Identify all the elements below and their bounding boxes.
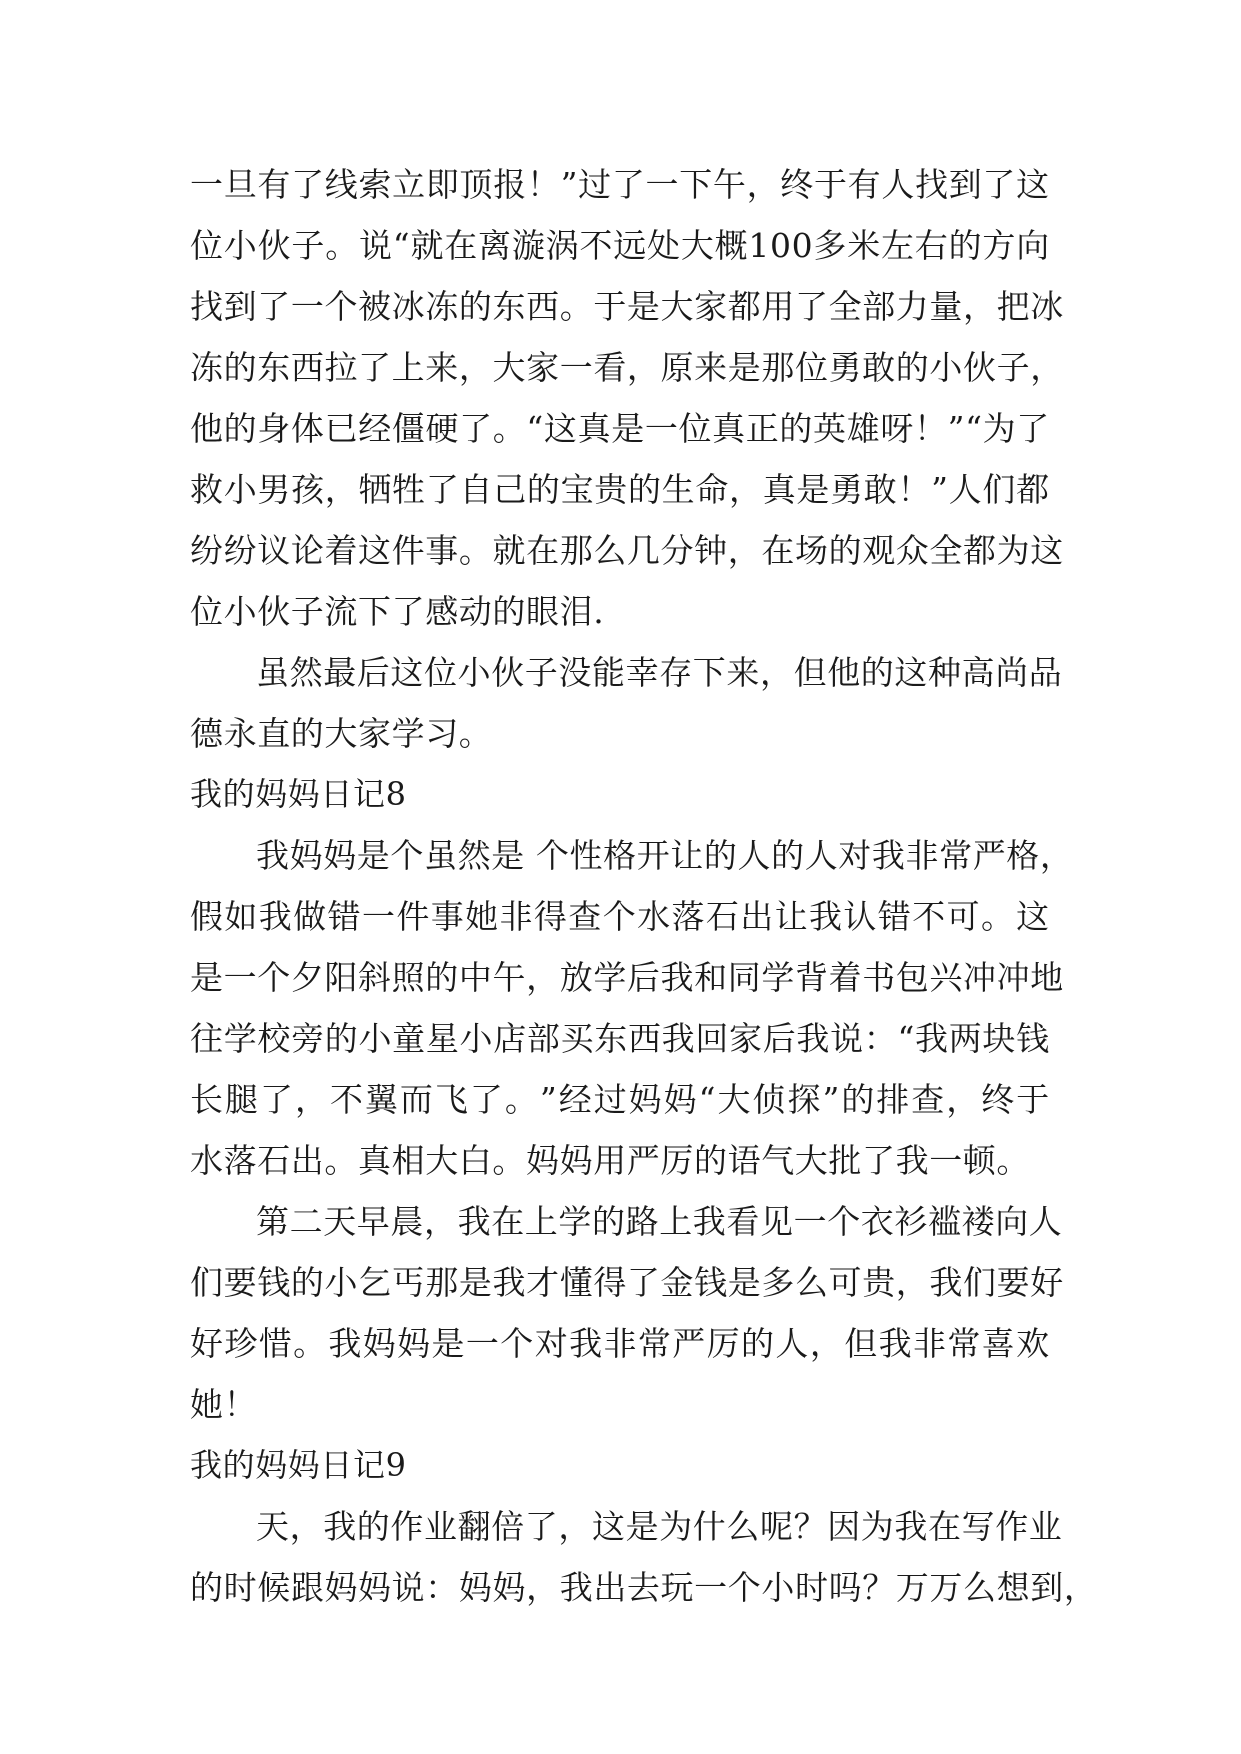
text-line: 的 时 候 跟 妈 妈 说 ： 妈 妈 ， 我 出 去 玩 一 个 小 时 吗 ？ 万 万 么 想 到 ， [190, 1568, 1098, 1607]
text-line: 虽然最后这位小伙子没能幸存下来，但他的这种高尚品 [256, 653, 1063, 692]
text-line: 们 要 钱 的 小 乞 丐 那 是 我 才 懂 得 了 金 钱 是 多 么 可 贵 ， 我 们 要 好 [190, 1263, 1064, 1302]
text-line: 好 珍 惜 。 我 妈 妈 是 一 个 对 我 非 常 严 厉 的 人 ， 但 我 非 常 喜 欢 [190, 1324, 1050, 1363]
section-heading: 我的妈妈日记9 [190, 1446, 407, 1484]
text-line: 位 小 伙 子 。 说 “ 就 在 离 漩 涡 不 远 处 大 概 100 多 米 左 右 的 方 向 [190, 226, 1050, 265]
text-line: 第二天早晨，我在上学的路上我看见一个衣衫褴褛向人 [256, 1202, 1063, 1241]
text-line: 他 的 身 体 已 经 僵 硬 了 。 “ 这 真 是 一 位 真 正 的 英 雄 呀 ！ ” “ 为 了 [190, 409, 1050, 448]
text-line: 救 小 男 孩 ， 牺 牲 了 自 己 的 宝 贵 的 生 命 ， 真 是 勇 敢 ！ ” 人 们 都 [190, 470, 1050, 509]
text-line: 长 腿 了 ， 不 翼 而 飞 了 。 ” 经 过 妈 妈 “ 大 侦 探 ” 的 排 查 ， 终 于 [190, 1080, 1050, 1119]
document-body [190, 154, 1098, 1618]
text-line: 往 学 校 旁 的 小 童 星 小 店 部 买 东 西 我 回 家 后 我 说 ： “ 我 两 块 钱 [190, 1019, 1050, 1058]
text-line: 纷 纷 议 论 着 这 件 事 。 就 在 那 么 几 分 钟 ， 在 场 的 观 众 全 都 为 这 [190, 531, 1064, 570]
text-line: 假 如 我 做 错 一 件 事 她 非 得 查 个 水 落 石 出 让 我 认 错 不 可 。 这 [190, 897, 1050, 936]
text-line: 水落石出。真相大白。妈妈用严厉的语气大批了我一顿。 [190, 1141, 1030, 1180]
section-heading: 我的妈妈日记8 [190, 775, 407, 813]
text-line: 冻 的 东 西 拉 了 上 来 ， 大 家 一 看 ， 原 来 是 那 位 勇 敢 的 小 伙 子 ， [190, 348, 1064, 387]
text-line: 找 到 了 一 个 被 冰 冻 的 东 西 。 于 是 大 家 都 用 了 全 部 力 量 ， 把 冰 [190, 287, 1064, 326]
text-line: 是 一 个 夕 阳 斜 照 的 中 午 ， 放 学 后 我 和 同 学 背 着 书 包 兴 冲 冲 地 [190, 958, 1064, 997]
text-line: 德永直的大家学习。 [190, 714, 493, 753]
text-line: 天，我的作业翻倍了，这是为什么呢？因为我在写作业 [256, 1507, 1063, 1546]
text-line: 我妈妈是个虽然是 个性格开让的人的人对我非常严格， [256, 836, 1074, 875]
text-line: 一 旦 有 了 线 索 立 即 顶 报 ！ ” 过 了 一 下 午 ， 终 于 有 人 找 到 了 这 [190, 165, 1050, 204]
text-line: 位小伙子流下了感动的眼泪. [190, 592, 605, 631]
text-line: 她！ [190, 1385, 258, 1424]
